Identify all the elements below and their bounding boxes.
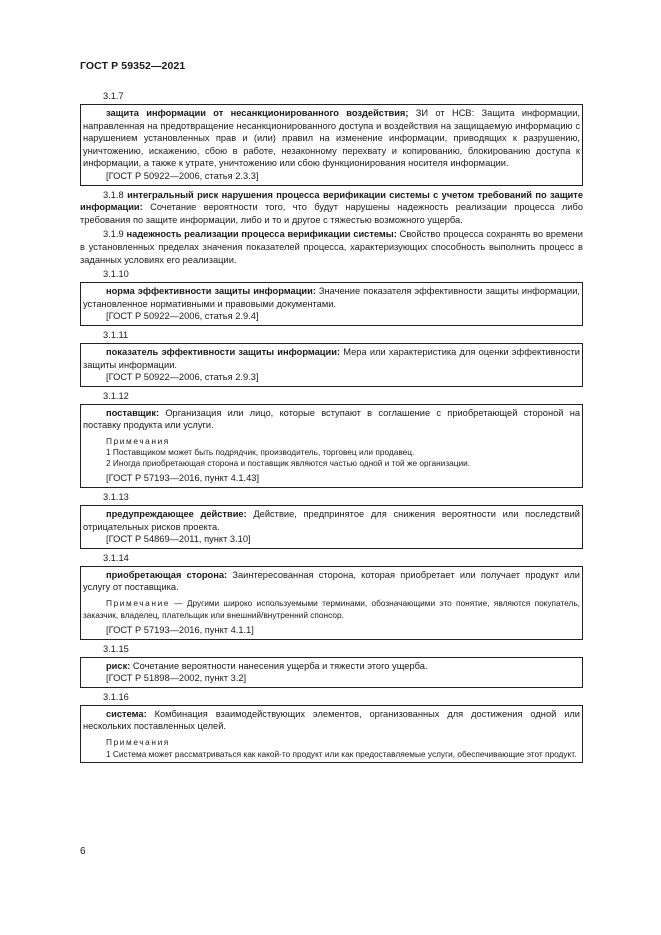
term-definition (80, 228, 583, 266)
term-title: интегральный риск нарушения процесса верификации системы с учетом требований по защите информации: (80, 189, 583, 213)
term-definition (83, 407, 580, 432)
definition-text: Свойство процесса сохранять во времени в установленных пределах значения показателей процесса, характеризующих способность выполнить процесс в заданных условиях его реализации. (80, 229, 583, 265)
definition-text: Сочетание вероятности нанесения ущерба и тяжести этого ущерба. (130, 660, 428, 671)
term-source: [ГОСТ Р 50922—2006, статья 2.9.3] (106, 372, 259, 383)
term-title: защита информации от несанкционированного воздействия; (106, 108, 409, 118)
notes-heading: Примечания (106, 737, 170, 747)
term-title: риск: (106, 660, 131, 671)
definition-text: Значение показателя эффективности защиты информации, установленное нормативными и правовыми документами. (83, 286, 580, 309)
term-definition (83, 569, 580, 594)
document-header: ГОСТ Р 59352—2021 (80, 60, 186, 72)
definition-text: Комбинация взаимодействующих элементов, организованных для достижения одной или нескольких поставленных целей. (83, 708, 580, 732)
term-definition (83, 107, 580, 170)
term-definition (83, 285, 580, 310)
notes-heading: Примечания (106, 435, 170, 446)
term-box (80, 705, 583, 763)
term-title: поставщик: (106, 407, 160, 418)
term-box (80, 282, 583, 326)
term-source: [ГОСТ Р 50922—2006, статья 2.3.3] (106, 170, 259, 181)
term-box (80, 404, 583, 488)
terms-section (80, 90, 583, 766)
definition-text: Заинтересованная сторона, которая приобретает или получает продукт или услугу от поставщика. (83, 569, 580, 593)
note-text: — Другими широко используемыми терминами, обозначающими это понятие, являются покупатель, заказчик, владелец, плательщик или внешний/внутренний спонсор. (83, 598, 580, 621)
term-source: [ГОСТ Р 54869—2011, пункт 3.10] (106, 534, 251, 545)
note-item: 2 Иногда приобретающая сторона и поставщик являются частью одной и той же организации. (106, 458, 471, 469)
term-box (80, 657, 583, 688)
definition-text: Действие, предпринятое для снижения вероятности или последствий отрицательных рисков проекта. (83, 509, 580, 532)
note-item: 1 Поставщиком может быть подрядчик, производитель, торговец или продавец. (106, 447, 415, 458)
term-title: надежность реализации процесса верификации системы: (126, 229, 397, 240)
term-source: [ГОСТ Р 50922—2006, статья 2.9.4] (106, 311, 259, 322)
term-definition (80, 189, 583, 227)
term-definition (83, 346, 580, 371)
term-title: система: (106, 708, 147, 719)
page-number: 6 (80, 846, 86, 857)
definition-text: Мера или характеристика для оценки эффективности защиты информации. (83, 346, 580, 370)
term-source: [ГОСТ Р 51898—2002, пункт 3.2] (106, 673, 247, 684)
term-number: 3.1.11 (103, 329, 129, 340)
term-source: [ГОСТ Р 57193—2016, пункт 4.1.1] (106, 625, 254, 636)
term-definition (83, 660, 580, 673)
note-item: 1 Система может рассматриваться как какой-то продукт или как предоставляемые услуги, обеспечивающие этот продукт. (106, 748, 577, 759)
term-number: 3.1.13 (103, 492, 129, 503)
note-label: Примечание (106, 598, 171, 609)
term-number: 3.1.14 (103, 552, 129, 563)
definition-text: ЗИ от НСВ: Защита информации, направленная на предотвращение несанкционированного доступа и воздействия на защищаемую информацию с нарушением установленных прав и (или) правил на изменение информации, приводящих к разрушению, уничтожению, искажению, сбою в работе, незаконному перехвату и копированию, блокированию доступа к информации, а также к утрате, уничтожению или сбою функционирования носителя информации. (83, 108, 581, 169)
term-number: 3.1.10 (103, 269, 129, 280)
term-title: приобретающая сторона: (106, 569, 228, 580)
term-box (80, 343, 583, 387)
definition-text: Организация или лицо, которые вступают в соглашение с приобретающей стороной на поставку продукта или услуги. (83, 407, 580, 431)
term-number: 3.1.8 (103, 189, 124, 200)
term-source: [ГОСТ Р 57193—2016, пункт 4.1.43] (106, 473, 260, 484)
term-number: 3.1.16 (103, 691, 129, 702)
definition-text: Сочетание вероятности того, что будут нарушены надежность реализации процесса либо требования по защите информации, либо и то и другое с тяжестью возможного ущерба. (80, 202, 583, 225)
term-number: 3.1.9 (103, 229, 124, 240)
term-definition (83, 708, 580, 733)
term-definition (83, 508, 580, 533)
term-number: 3.1.12 (103, 390, 129, 401)
term-box (80, 566, 583, 640)
term-box (80, 104, 583, 186)
note-item (83, 597, 580, 621)
term-number: 3.1.15 (103, 643, 129, 654)
term-title: норма эффективности защиты информации: (106, 286, 316, 297)
term-title: показатель эффективности защиты информации: (106, 346, 341, 357)
term-box (80, 505, 583, 549)
term-title: предупреждающее действие: (106, 509, 247, 520)
term-number: 3.1.7 (103, 91, 124, 101)
